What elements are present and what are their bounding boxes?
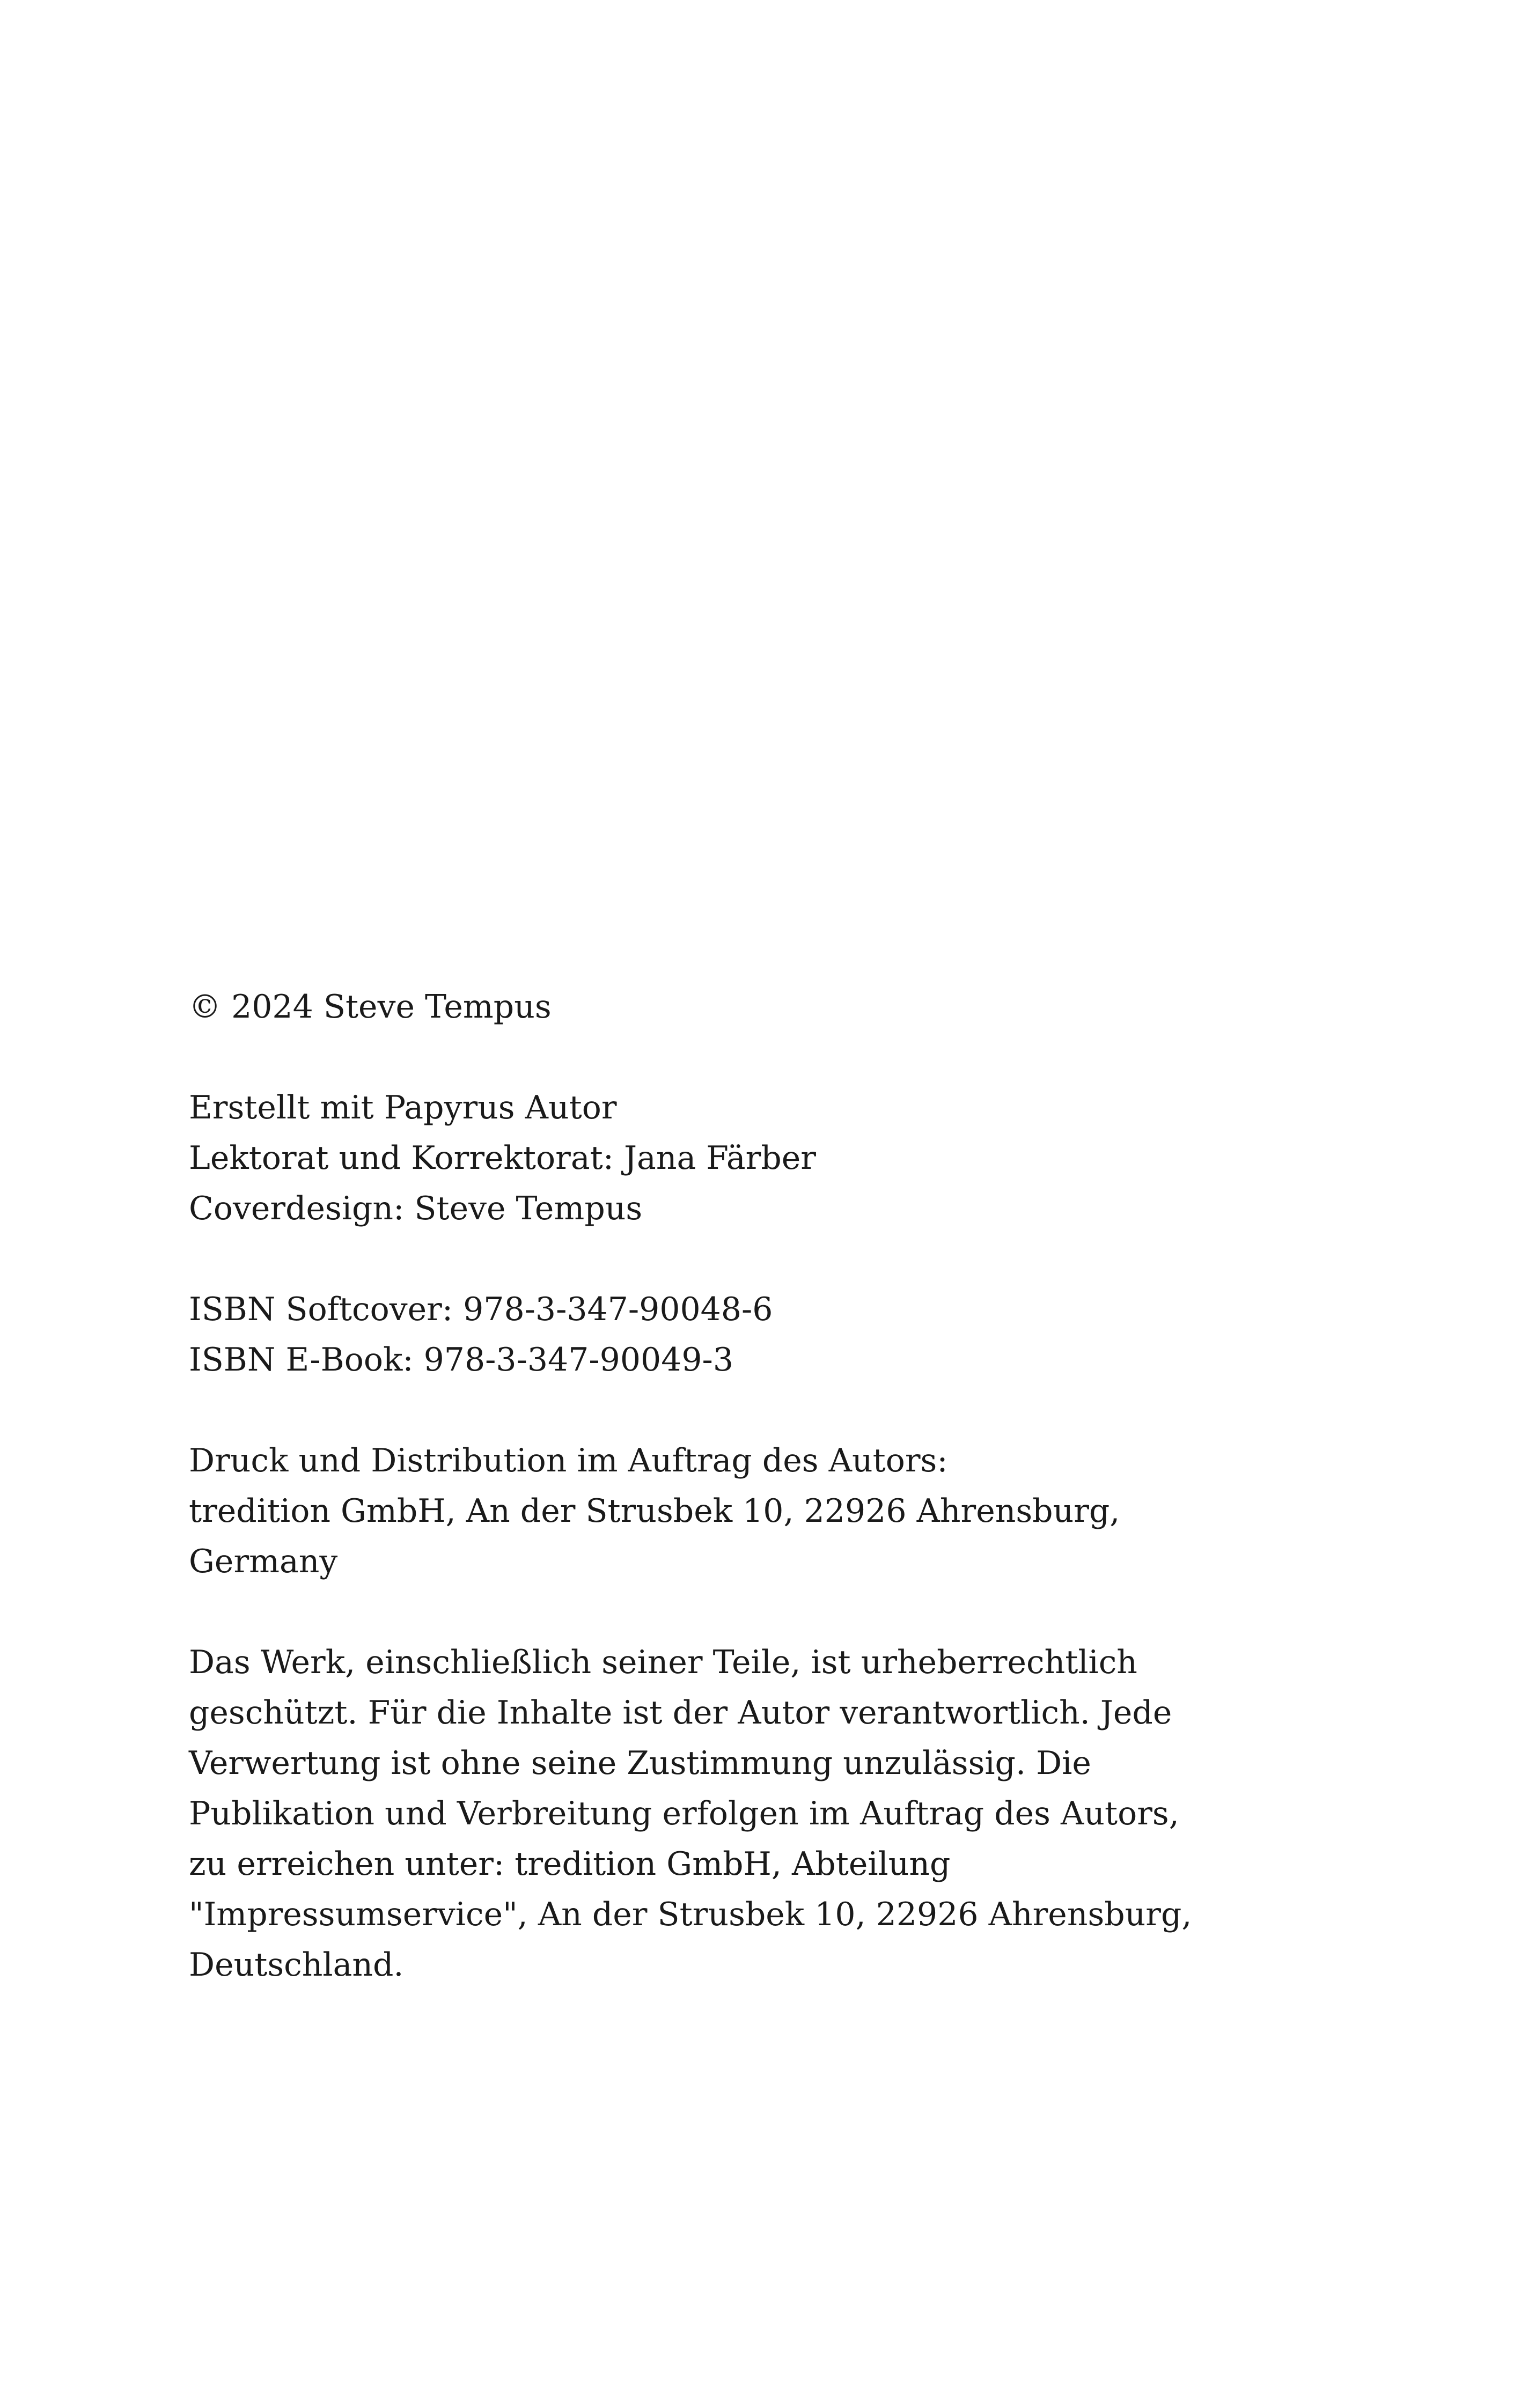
legal-notice-line: zu erreichen unter: tredition GmbH, Abteilung	[189, 1845, 951, 1883]
copyright-block	[189, 982, 1294, 1032]
distribution-block	[189, 1435, 1294, 1587]
credit-cover-line: Coverdesign: Steve Tempus	[189, 1190, 643, 1227]
isbn-softcover-line: ISBN Softcover: 978-3-347-90048-6	[189, 1291, 773, 1328]
distribution-line: Germany	[189, 1543, 338, 1580]
legal-notice-block	[189, 1637, 1294, 1990]
copyright-line: © 2024 Steve Tempus	[189, 988, 552, 1026]
imprint-text	[189, 982, 1294, 1990]
isbn-block	[189, 1284, 1294, 1385]
credit-editing-line: Lektorat und Korrektorat: Jana Färber	[189, 1139, 816, 1177]
legal-notice-line: "Impressumservice", An der Strusbek 10, 22926 Ahrensburg,	[189, 1896, 1192, 1933]
credit-software-line: Erstellt mit Papyrus Autor	[189, 1089, 617, 1126]
distribution-line: Druck und Distribution im Auftrag des Autors:	[189, 1442, 948, 1479]
distribution-line: tredition GmbH, An der Strusbek 10, 22926 Ahrensburg,	[189, 1492, 1120, 1530]
credits-block	[189, 1083, 1294, 1234]
legal-notice-line: Das Werk, einschließlich seiner Teile, ist urheberrechtlich	[189, 1644, 1137, 1681]
legal-notice-line: Deutschland.	[189, 1946, 404, 1984]
isbn-ebook-line: ISBN E-Book: 978-3-347-90049-3	[189, 1341, 733, 1379]
legal-notice-line: Publikation und Verbreitung erfolgen im Auftrag des Autors,	[189, 1795, 1179, 1832]
legal-notice-line: geschützt. Für die Inhalte ist der Autor verantwortlich. Jede	[189, 1694, 1172, 1732]
legal-notice-line: Verwertung ist ohne seine Zustimmung unzulässig. Die	[189, 1744, 1091, 1782]
